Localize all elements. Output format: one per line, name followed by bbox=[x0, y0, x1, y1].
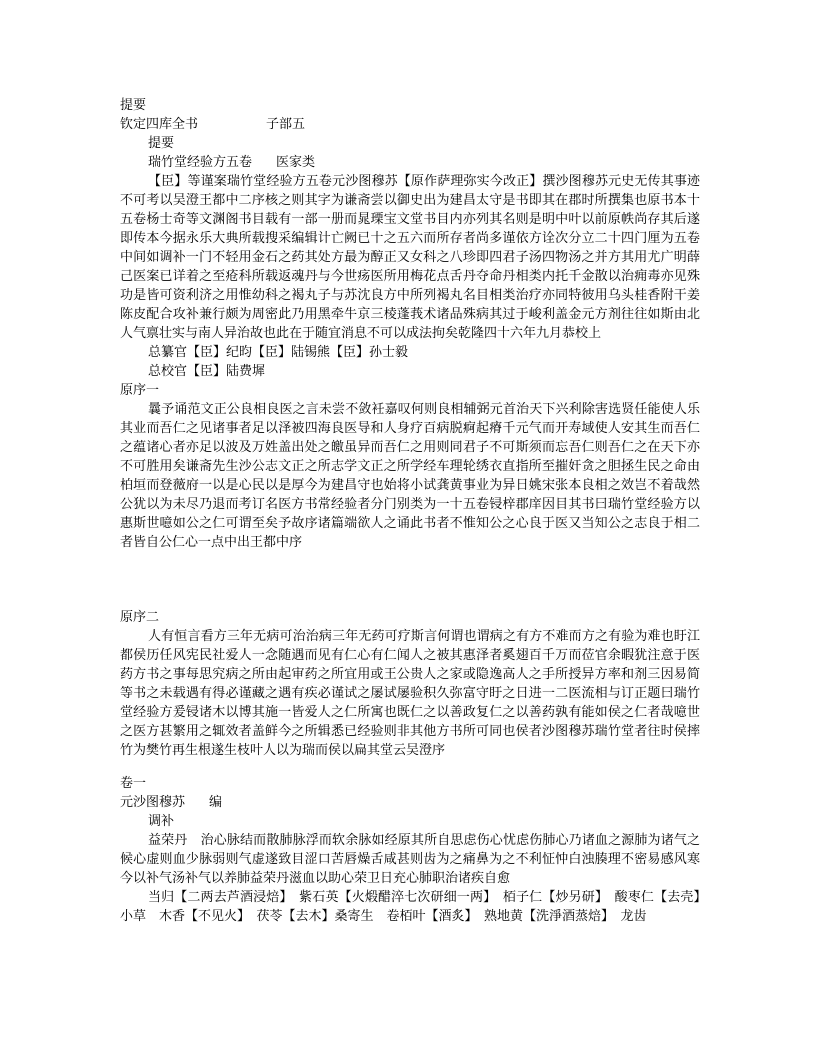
tiyao-subheading: 提要 bbox=[148, 136, 175, 151]
preface2-body: 人有恒言看方三年无病可治治病三年无药可疗斯言何谓也谓病之有方不难而方之有验为难也盱江都侯历任风宪民社爱人一念随遇而见有仁心有仁闻人之被其惠泽者奚翅百千万而莅官余暇犹注意于医药方书之事每思究病之所由起审药之所宜用或王公贵人之家或隐逸高人之手所授异方率和剂三因易简等书之未载遇有得必谨藏之遇有疾必谨试之屡试屡验积久弥富守盱之日进一二医流相与订正题曰瑞竹堂经验方爰锓诸木以博其施一皆爱人之仁所寓也既仁之以善政复仁之以善药孰有能如侯之仁者哉噫世之医方甚繁用之辄效者盖鲜今之所辑悉已经验则非其他方书所可同也侯者沙图穆苏瑞竹堂者往时侯摔竹为樊竹再生根遂生枝叶人以为瑞而侯以扁其堂云吴澄序 bbox=[120, 629, 700, 758]
section-label: 子部五 bbox=[266, 117, 306, 132]
author-role: 编 bbox=[209, 795, 223, 810]
preface1-body: 曩予诵范文正公良相良医之言未尝不敛衽嘉叹何则良相辅弼元首治天下兴利除害选贤任能使人乐其业而吾仁之见诸事者足以泽被四海良医导和人身疗百病脱痾起瘠千元气而开寿域使人安其生而吾仁之蕴诸心者亦足以波及万姓盖出处之皦虽异而吾仁之用则同君子不可斯须而忘吾仁则吾仁之在天下亦不可胜用矣谦斋先生沙公志文正之所志学文正之所学经车理轮绣衣直指所至摧奸贪之胆拯生民之命由柏垣而登薇府一以是心民以是厚今为建昌守也始将小试龚黄事业为异日姚宋张本良相之效岂不着哉然公犹以为未尽乃退而考订名医方书常经验者分门别类为一十五卷锓梓郡庠因目其书曰瑞竹堂经验方以惠斯世噫如公之仁可谓至矣予故序诸篇端欲人之诵此书者不惟知公之心良于医又当知公之志良于相二者皆自公仁心一点中出王都中序 bbox=[120, 402, 700, 550]
document-page bbox=[120, 96, 714, 926]
compilers-line: 总纂官【臣】纪昀【臣】陆锡熊【臣】孙士毅 bbox=[148, 345, 409, 360]
book-title-line bbox=[120, 153, 700, 172]
book-category: 医家类 bbox=[276, 155, 316, 170]
library-line bbox=[120, 115, 700, 134]
formula-description: 益荣丹 治心脉结而散肺脉浮而软余脉如经原其所自思虑伤心忧虑伤肺心乃诸血之源肺为诸气之候心虚则血少脉弱则气虚遂致目涩口苦唇燥舌咸甚则齿为之痛鼻为之不利怔忡白浊腠理不密易感风寒今以补气汤补气以养肺益荣丹滋血以助心荣卫日充心肺职治诸疾自愈 bbox=[120, 833, 700, 886]
volume-heading: 卷一 bbox=[120, 776, 147, 791]
section-gap bbox=[120, 760, 700, 774]
formula-ingredients: 当归【二两去芦酒浸焙】 紫石英【火煅醋淬七次研细一两】 栢子仁【炒另研】 酸枣仁【去壳】 小草 木香【不见火】 茯苓【去木】桑寄生 卷栢叶【酒炙】 熟地黄【洗淨酒蒸焙】 龙齿 bbox=[120, 890, 714, 924]
collection-title: 钦定四库全书 bbox=[120, 117, 199, 132]
author-line bbox=[120, 793, 700, 812]
section-gap bbox=[120, 552, 700, 608]
category-heading: 调补 bbox=[148, 814, 175, 829]
author-name: 元沙图穆苏 bbox=[120, 795, 186, 810]
book-title: 瑞竹堂经验方五卷 bbox=[148, 155, 253, 170]
preface2-heading: 原序二 bbox=[120, 610, 160, 625]
tiyao-heading: 提要 bbox=[120, 98, 147, 113]
tiyao-body: 【臣】等谨案瑞竹堂经验方五卷元沙图穆苏【原作萨理弥实今改正】撰沙图穆苏元史无传其事迹不可考以吴澄王都中二序核之则其字为谦斋尝以御史出为建昌太守是书即其在郡时所撰集也原书本十五卷杨士奇等文渊阁书目载有一部一册而晁瑮宝文堂书目内亦列其名则是明中叶以前原帙尚存其后遂即传本今据永乐大典所载搜采编辑计亡阙已十之五六而所存者尚多谨依方诠次分立二十四门厘为五卷中间如调补一门不轻用金石之药其处方最为醇正又女科之八珍即四君子汤四物汤之并方其用尤广明薛己医案已详着之至疮科所载返魂丹与今世疡医所用梅花点舌丹夺命丹相类内托千金散以治痈毒亦见殊功是皆可资利济之用惟幼科之褐丸子与苏沈良方中所列褐丸名目相类治疗亦同特彼用乌头桂香附干姜陈皮配合攻补兼行颇为周密此乃用黑牵牛京三棱蓬莪术诸品殊病其过于峻利盖金元方剂往往如斯由北人气禀壮实与南人异治故也此在于随宜消息不可以成法拘矣乾隆四十六年九月恭校上 bbox=[120, 174, 700, 341]
proofreader-line: 总校官【臣】陆费墀 bbox=[148, 364, 266, 379]
preface1-heading: 原序一 bbox=[120, 383, 160, 398]
